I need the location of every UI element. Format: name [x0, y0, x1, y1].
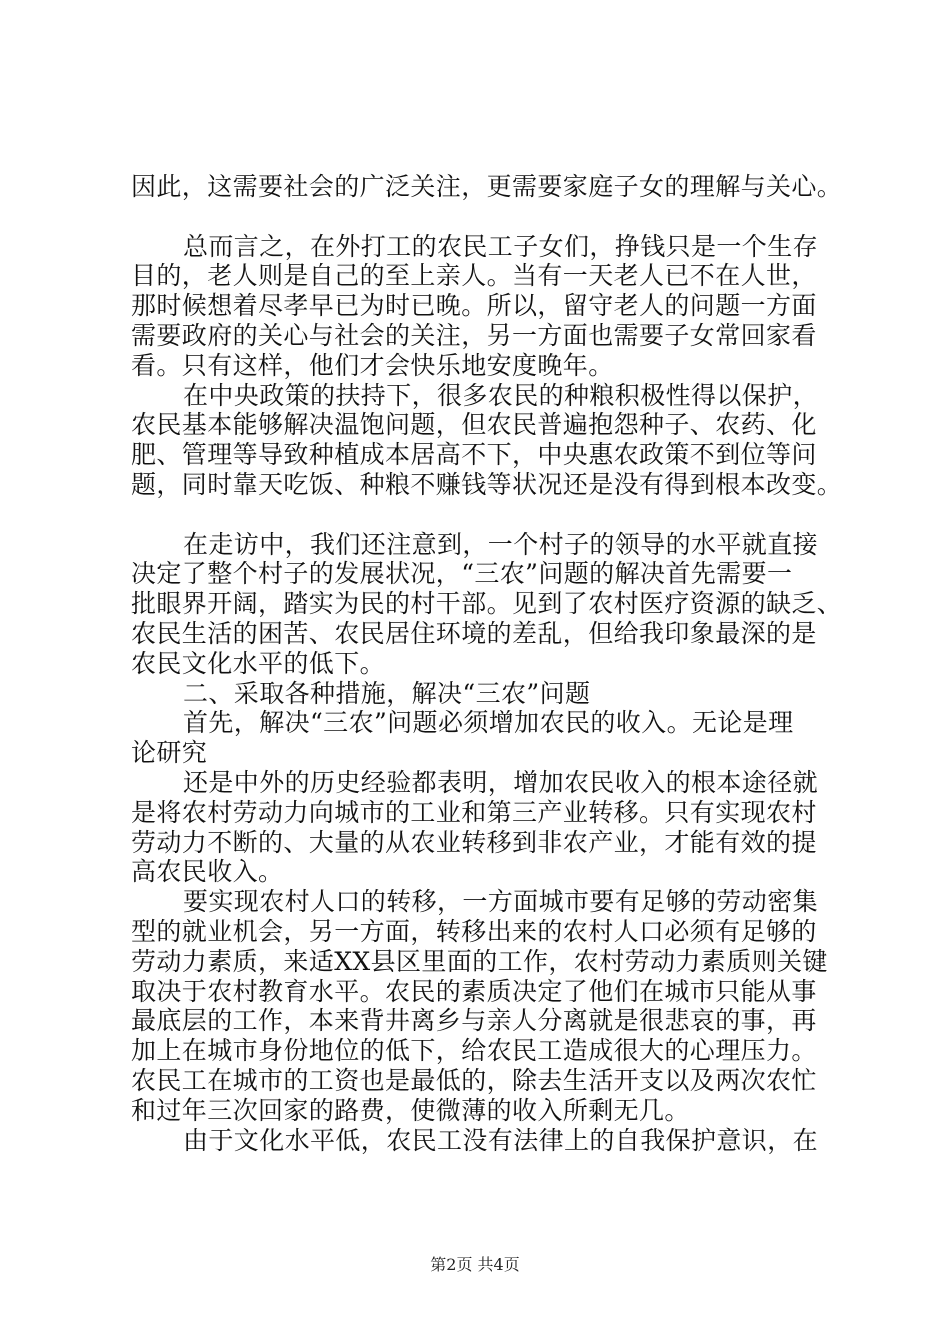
text-line: 那时候想着尽孝早已为时已晚。所以，留守老人的问题一方面	[131, 291, 817, 321]
text-line: 最底层的工作，本来背井离乡与亲人分离就是很悲哀的事，再	[131, 1006, 817, 1036]
section-heading: 二、采取各种措施，解决“三农”问题	[183, 678, 591, 708]
text-line: 看。只有这样，他们才会快乐地安度晚年。	[131, 350, 614, 380]
text-line: 肥、管理等导致种植成本居高不下，中央惠农政策不到位等问	[131, 440, 817, 470]
text-line: 论研究	[131, 738, 208, 768]
text-line: 和过年三次回家的路费，使微薄的收入所剩无几。	[131, 1095, 690, 1125]
text-line: 农民文化水平的低下。	[131, 648, 386, 678]
text-line: 加上在城市身份地位的低下，给农民工造成很大的心理压力。	[131, 1036, 817, 1066]
text-line: 题，同时靠天吃饭、种粮不赚钱等状况还是没有得到根本改变。	[131, 469, 843, 499]
text-line: 在中央政策的扶持下，很多农民的种粮积极性得以保护，	[183, 380, 819, 410]
text-line: 农民工在城市的工资也是最低的，除去生活开支以及两次农忙	[131, 1065, 817, 1095]
text-line: 型的就业机会，另一方面，转移出来的农村人口必须有足够的	[131, 916, 817, 946]
text-line: 劳动力不断的、大量的从农业转移到非农产业，才能有效的提	[131, 827, 817, 857]
text-line: 取决于农村教育水平。农民的素质决定了他们在城市只能从事	[131, 976, 817, 1006]
text-line: 农民基本能够解决温饱问题，但农民普遍抱怨种子、农药、化	[131, 410, 817, 440]
text-line: 总而言之，在外打工的农民工子女们，挣钱只是一个生存	[183, 231, 819, 261]
text-line: 是将农村劳动力向城市的工业和第三产业转移。只有实现农村	[131, 797, 817, 827]
text-line: 目的，老人则是自己的至上亲人。当有一天老人已不在人世，	[131, 261, 817, 291]
text-line: 首先，解决“三农”问题必须增加农民的收入。无论是理	[183, 708, 794, 738]
text-line: 由于文化水平低，农民工没有法律上的自我保护意识，在	[183, 1125, 819, 1155]
text-line: 决定了整个村子的发展状况，“三农”问题的解决首先需要一	[131, 559, 793, 589]
text-line: 需要政府的关心与社会的关注，另一方面也需要子女常回家看	[131, 320, 817, 350]
page-number-footer: 第2页 共4页	[430, 1255, 520, 1274]
paragraph-gap	[131, 500, 831, 530]
text-line: 农民生活的困苦、农民居住环境的差乱，但给我印象最深的是	[131, 618, 817, 648]
text-line: 因此，这需要社会的广泛关注，更需要家庭子女的理解与关心。	[131, 172, 843, 201]
text-line: 要实现农村人口的转移，一方面城市要有足够的劳动密集	[183, 887, 819, 917]
paragraph-gap	[131, 202, 831, 232]
body-text	[131, 172, 843, 1155]
text-line: 批眼界开阔，踏实为民的村干部。见到了农村医疗资源的缺乏、	[131, 589, 843, 619]
text-line: 还是中外的历史经验都表明，增加农民收入的根本途径就	[183, 767, 819, 797]
text-line: 在走访中，我们还注意到，一个村子的领导的水平就直接	[183, 529, 819, 559]
text-line: 劳动力素质，来适XX县区里面的工作，农村劳动力素质则关键	[131, 946, 828, 976]
text-line: 高农民收入。	[131, 857, 284, 887]
